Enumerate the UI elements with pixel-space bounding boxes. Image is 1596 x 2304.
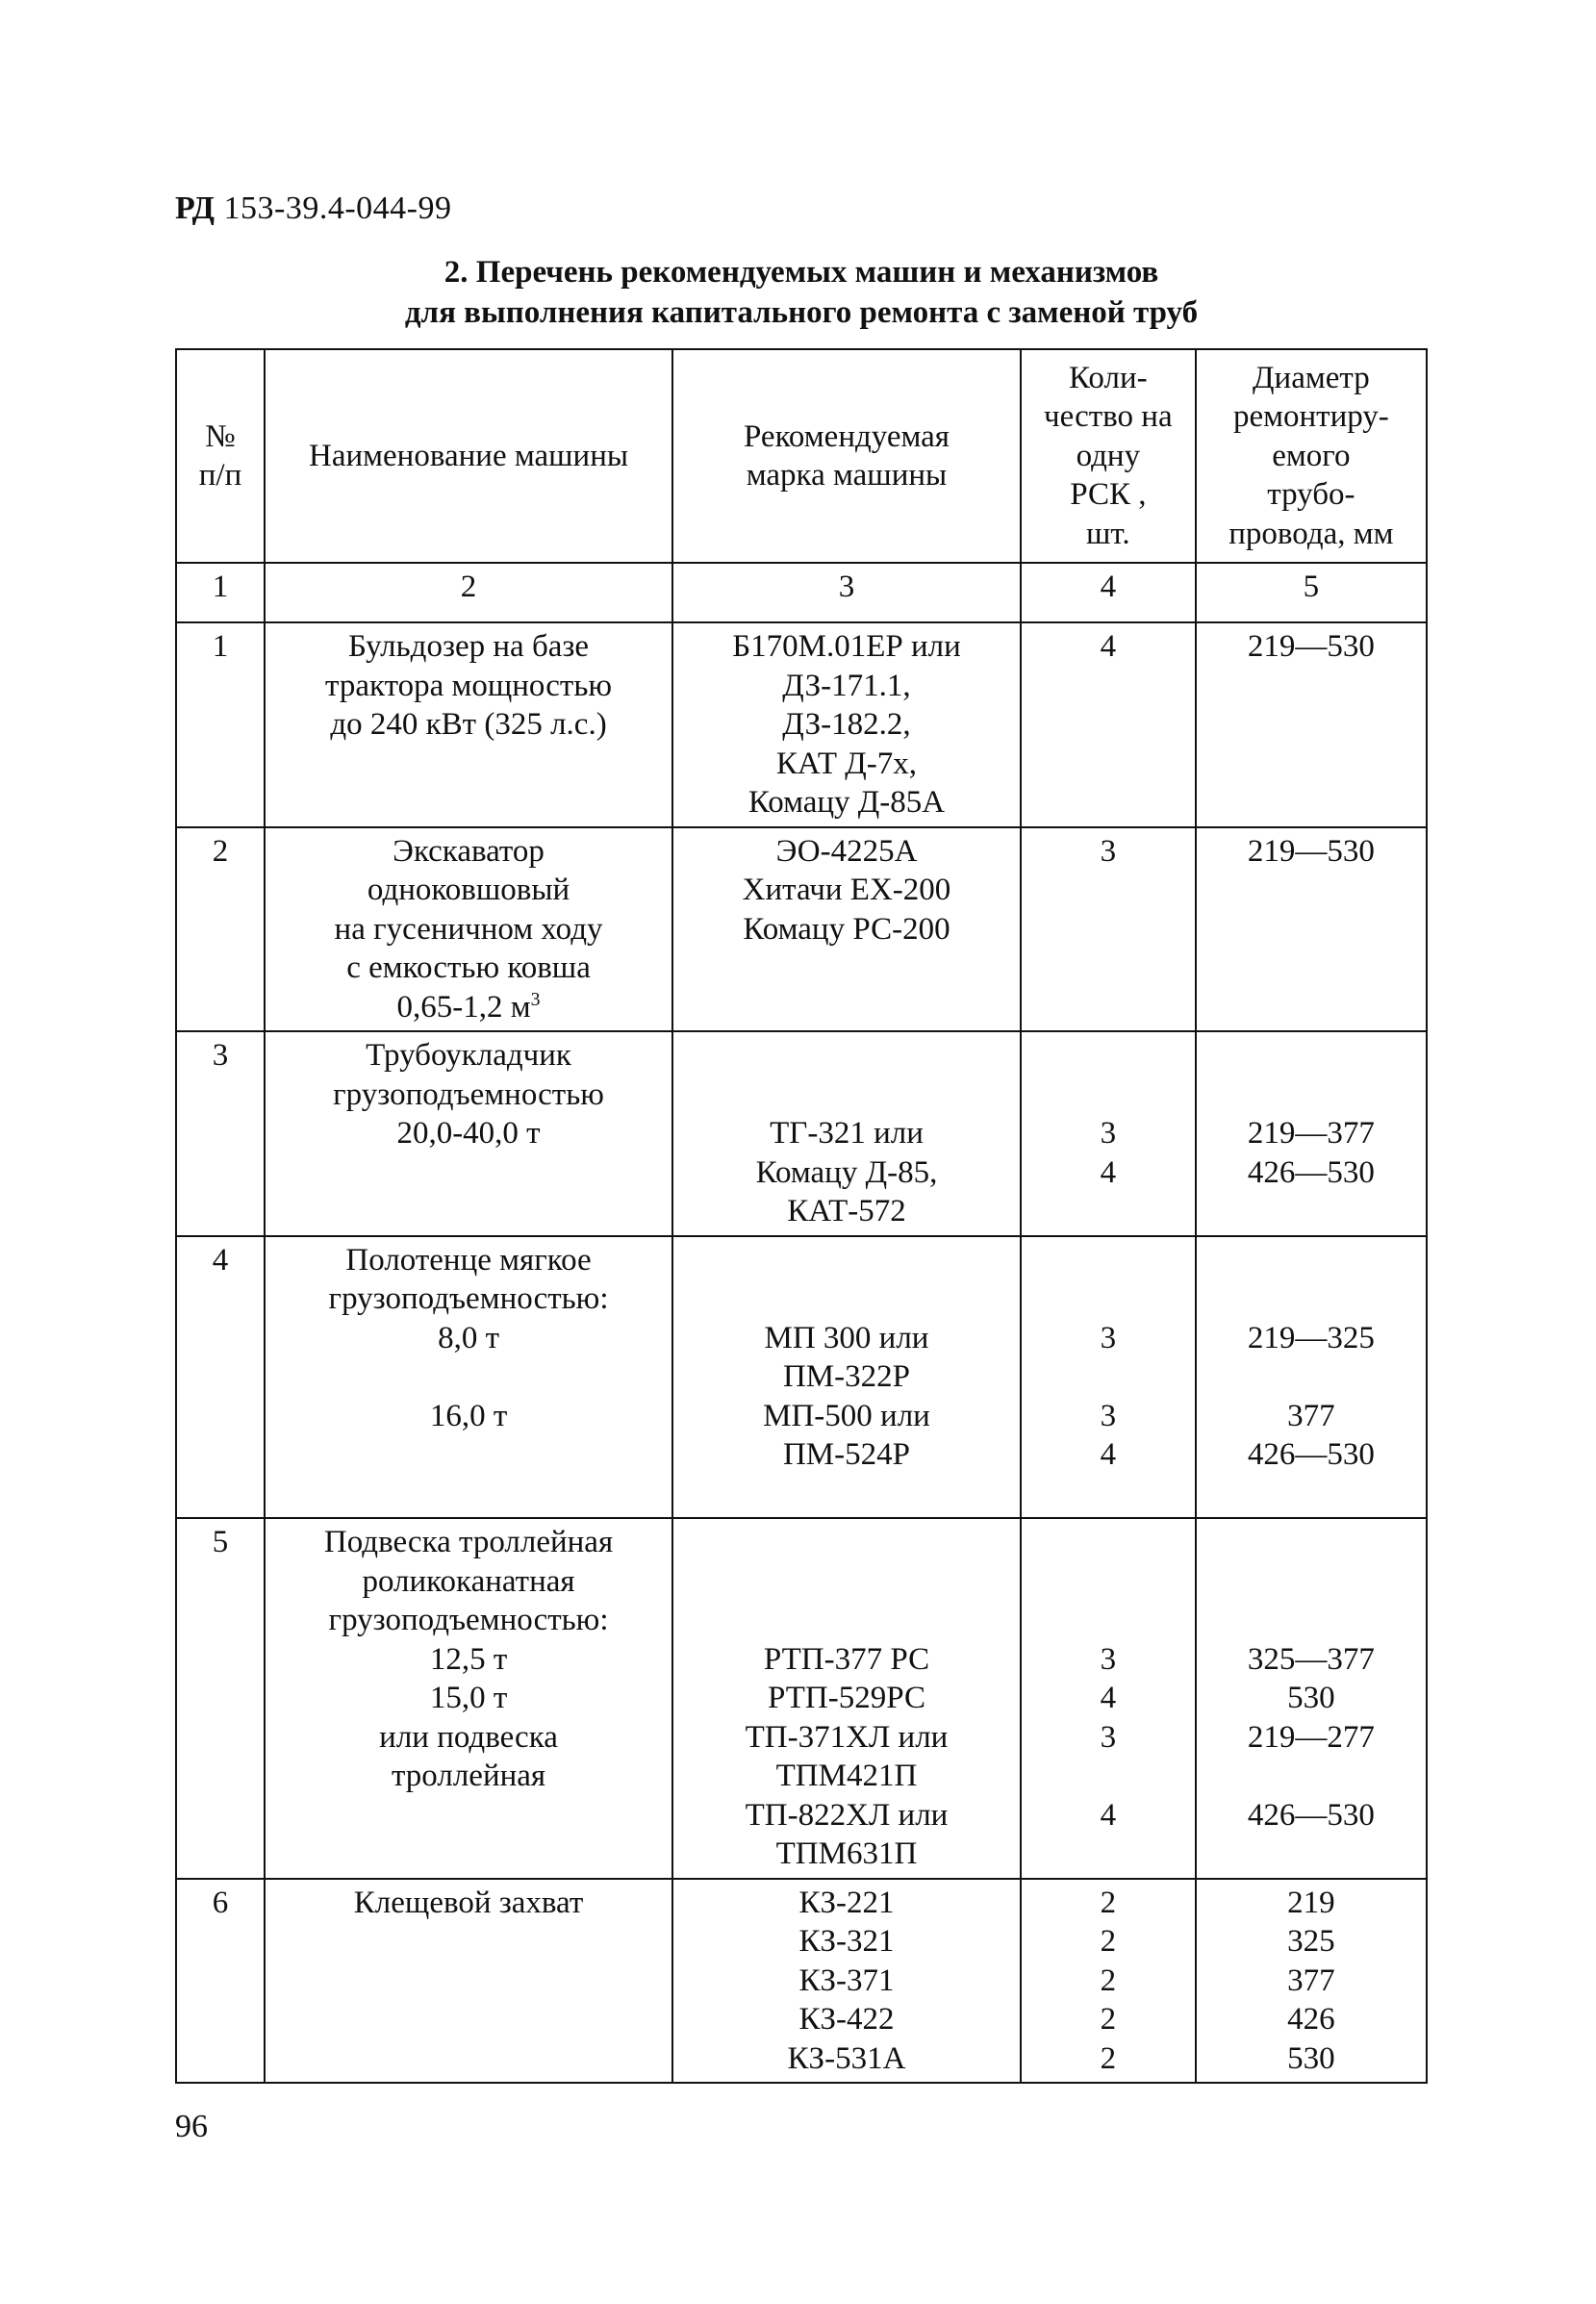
- cell-line: ТП-822ХЛ или: [745, 1797, 949, 1833]
- cell-line: РТП-529РС: [767, 1681, 925, 1715]
- cell-line: 3: [1100, 1641, 1117, 1677]
- cell-line: КЗ-371: [798, 1962, 895, 1998]
- table-row: [176, 1518, 1427, 1879]
- cell-line: 4: [1100, 1797, 1117, 1833]
- cell-line: 219—325: [1247, 1320, 1375, 1355]
- bucket-capacity-value: 0,65-1,2 м: [396, 989, 531, 1025]
- cell-line: [273, 1435, 664, 1475]
- cell-line: Бульдозер на базе: [347, 629, 590, 664]
- cell-line: [1204, 1192, 1418, 1231]
- cell-line: [1204, 1601, 1418, 1640]
- cell-line: 530: [1287, 2040, 1335, 2076]
- row-number: 3: [176, 1031, 265, 1236]
- cell-line: 4: [1100, 1681, 1117, 1715]
- row-number: 1: [176, 622, 265, 827]
- cell-qty: [1021, 1031, 1196, 1236]
- cell-line: 3: [1100, 1320, 1117, 1355]
- cell-line: ТГ-321 или: [770, 1116, 924, 1151]
- cell-line: 426: [1287, 2002, 1335, 2037]
- cell-line: [681, 1523, 1012, 1562]
- cell-line: 3: [1100, 1398, 1117, 1433]
- cell-line: ЭО-4225А: [775, 833, 918, 869]
- cell-qty: [1021, 1518, 1196, 1879]
- cell-line: 12,5 т: [429, 1641, 508, 1677]
- cell-line: 377: [1287, 1962, 1335, 1998]
- cell-line: 15,0 т: [429, 1681, 508, 1715]
- cell-line: 20,0-40,0 т: [396, 1116, 541, 1151]
- cell-line: КЗ-422: [798, 2002, 895, 2037]
- cell-line: 530: [1287, 1681, 1335, 1715]
- table-row: [176, 1031, 1427, 1236]
- cell-line: до 240 кВт (325 л.с.): [330, 707, 607, 742]
- cell-name: [265, 827, 672, 1032]
- cell-line: 2: [1100, 2040, 1117, 2076]
- cell-line: [1029, 1076, 1187, 1115]
- cell-line: [273, 1192, 664, 1231]
- cell-line: с емкостью ковша: [346, 950, 591, 985]
- cell-line: 219: [1287, 1885, 1335, 1920]
- cell-line: Полотенце мягкое: [345, 1242, 592, 1278]
- header-brand: [672, 349, 1021, 563]
- cell-qty: [1021, 622, 1196, 827]
- cell-line: [681, 1562, 1012, 1602]
- cell-line: [1029, 1475, 1187, 1514]
- cell-diam: [1196, 1879, 1427, 2084]
- cell-line: грузоподъемностью:: [328, 1603, 609, 1637]
- cell-line: ПМ-322Р: [782, 1359, 910, 1394]
- cell-line: №: [205, 418, 236, 454]
- cell-line: КАТ Д-7х,: [775, 746, 918, 781]
- cell-line: [681, 1601, 1012, 1640]
- cell-line: 4: [1100, 1437, 1117, 1472]
- cell-line: [1029, 1835, 1187, 1874]
- cell-line: ДЗ-182.2,: [782, 707, 911, 742]
- cell-line: емого: [1272, 438, 1351, 473]
- cell-line: [273, 1796, 664, 1836]
- cell-qty: [1021, 1236, 1196, 1519]
- cell-line: 325—377: [1247, 1641, 1375, 1677]
- cell-line: Экскаватор: [393, 833, 545, 869]
- table-row: [176, 827, 1427, 1032]
- cell-line: или подвеска: [379, 1719, 558, 1755]
- cell-line: 2: [1100, 1885, 1117, 1920]
- row-number: 4: [176, 1236, 265, 1519]
- document-code-prefix: РД: [175, 190, 215, 226]
- cell-line: ТПМ631П: [775, 1836, 918, 1871]
- cell-line: [1204, 1757, 1418, 1796]
- cell-line: 426—530: [1247, 1437, 1375, 1472]
- cell-line: [1204, 1523, 1418, 1562]
- cell-line: трактора мощностью: [325, 668, 613, 703]
- cell-line: провода, мм: [1229, 516, 1394, 551]
- cell-diam: [1196, 1518, 1427, 1879]
- row-number: 6: [176, 1879, 265, 2084]
- cell-line: ДЗ-171.1,: [782, 668, 911, 703]
- cell-line: Хитачи ЕХ-200: [742, 873, 951, 907]
- cell-line: Клещевой захват: [353, 1885, 584, 1920]
- cell-brand: [672, 827, 1021, 1032]
- cell-line: Комацу Д-85,: [755, 1154, 938, 1190]
- cell-line: [1029, 1757, 1187, 1796]
- cell-line: 219—530: [1247, 833, 1375, 869]
- cell-line: 4: [1100, 1154, 1117, 1190]
- document-code-number: 153-39.4-044-99: [223, 190, 452, 226]
- cell-line: МП-500 или: [763, 1398, 930, 1433]
- column-number-row: [176, 563, 1427, 622]
- cell-line: [1204, 1475, 1418, 1514]
- cell-brand: [672, 1031, 1021, 1236]
- table-row: [176, 1879, 1427, 2084]
- cell-line: Трубоукладчик: [366, 1038, 571, 1073]
- cell-line: [1204, 1562, 1418, 1602]
- cell-line: [681, 1279, 1012, 1319]
- cell-line: 4: [1100, 629, 1117, 664]
- header-qty: [1021, 349, 1196, 563]
- row-number: 5: [176, 1518, 265, 1879]
- bucket-capacity: [273, 988, 664, 1027]
- cell-line: [273, 2000, 664, 2039]
- cell-line: шт.: [1086, 516, 1130, 551]
- cell-line: 325: [1287, 1924, 1335, 1959]
- cell-name: [265, 622, 672, 827]
- cell-line: КЗ-221: [798, 1885, 895, 1920]
- cell-line: Б170М.01ЕР или: [732, 629, 961, 664]
- cell-line: [1204, 1241, 1418, 1280]
- cell-line: 219—377: [1247, 1116, 1375, 1151]
- cell-line: [273, 1357, 664, 1397]
- cell-line: КЗ-321: [798, 1924, 895, 1959]
- cell-line: [273, 1962, 664, 2001]
- cell-line: чество на: [1044, 399, 1173, 435]
- machines-table: [175, 348, 1428, 2084]
- cell-line: 2: [1100, 1924, 1117, 1959]
- table-header-row: [176, 349, 1427, 563]
- cell-line: [1029, 1036, 1187, 1076]
- column-number: 1: [176, 563, 265, 622]
- cell-line: 3: [1100, 1116, 1117, 1151]
- cell-line: 8,0 т: [438, 1320, 499, 1355]
- cell-line: [681, 1076, 1012, 1115]
- document-code: [175, 190, 452, 227]
- table-row: [176, 622, 1427, 827]
- cell-line: РСК ,: [1070, 477, 1147, 513]
- cell-name: [265, 1236, 672, 1519]
- table-row: [176, 1236, 1427, 1519]
- cell-line: п/п: [198, 458, 242, 493]
- title-line-2: для выполнения капитального ремонта с заменой труб: [404, 295, 1199, 330]
- column-number: 4: [1021, 563, 1196, 622]
- cell-line: [681, 1475, 1012, 1514]
- cell-name: [265, 1518, 672, 1879]
- header-name: [265, 349, 672, 563]
- cell-line: [273, 1922, 664, 1962]
- cell-line: [1204, 1835, 1418, 1874]
- table-body: [176, 622, 1427, 2083]
- row-number: 2: [176, 827, 265, 1032]
- cell-line: ремонтиру-: [1232, 399, 1389, 435]
- cell-line: ТПМ421П: [775, 1759, 918, 1793]
- cell-diam: [1196, 622, 1427, 827]
- cell-brand: [672, 1879, 1021, 2084]
- cell-line: МП 300 или: [764, 1320, 929, 1355]
- cell-line: 2: [1100, 1962, 1117, 1998]
- cell-line: [1029, 1192, 1187, 1231]
- cell-line: Комацу Д-85А: [747, 785, 946, 820]
- cell-line: одну: [1076, 438, 1141, 473]
- cell-diam: [1196, 1031, 1427, 1236]
- cell-line: РТП-377 РС: [763, 1641, 930, 1677]
- cell-line: Рекомендуемая: [744, 418, 950, 454]
- section-title: [175, 252, 1428, 333]
- cell-line: марка машины: [746, 458, 948, 493]
- cell-line: трубо-: [1267, 477, 1355, 513]
- cell-line: одноковшовый: [367, 873, 570, 907]
- cell-line: [1029, 1279, 1187, 1319]
- header-diam: [1196, 349, 1427, 563]
- cell-line: [681, 1036, 1012, 1076]
- cell-line: ТП-371ХЛ или: [745, 1719, 949, 1755]
- cell-line: троллейная: [391, 1759, 546, 1793]
- cell-qty: [1021, 1879, 1196, 2084]
- cell-brand: [672, 622, 1021, 827]
- cell-name: [265, 1879, 672, 2084]
- cell-line: [1204, 1076, 1418, 1115]
- cell-line: 219—277: [1247, 1719, 1375, 1755]
- cell-line: [1204, 1279, 1418, 1319]
- cell-line: ПМ-524Р: [782, 1437, 910, 1472]
- cell-brand: [672, 1518, 1021, 1879]
- cell-line: Комацу РС-200: [743, 911, 950, 947]
- cell-line: [1029, 1601, 1187, 1640]
- cell-line: на гусеничном ходу: [334, 911, 603, 947]
- column-number: 2: [265, 563, 672, 622]
- cell-line: 16,0 т: [429, 1398, 508, 1433]
- title-line-1: 2. Перечень рекомендуемых машин и механизмов: [443, 255, 1159, 290]
- cell-line: [1029, 1241, 1187, 1280]
- column-number: 3: [672, 563, 1021, 622]
- cell-line: [273, 2039, 664, 2079]
- unit-superscript: 3: [530, 988, 541, 1010]
- page-number: 96: [175, 2109, 208, 2144]
- cell-diam: [1196, 1236, 1427, 1519]
- cell-line: 426—530: [1247, 1154, 1375, 1190]
- cell-line: [1029, 1562, 1187, 1602]
- cell-line: Подвеска троллейная: [323, 1525, 614, 1559]
- cell-line: [1204, 1036, 1418, 1076]
- cell-line: 2: [1100, 2002, 1117, 2037]
- cell-line: 426—530: [1247, 1797, 1375, 1833]
- cell-line: роликоканатная: [362, 1563, 575, 1599]
- cell-line: грузоподъемностью: [333, 1076, 604, 1112]
- cell-name: [265, 1031, 672, 1236]
- cell-brand: [672, 1236, 1021, 1519]
- cell-line: 219—530: [1247, 629, 1375, 664]
- cell-line: [273, 1153, 664, 1193]
- cell-line: [1029, 1523, 1187, 1562]
- cell-line: 377: [1287, 1398, 1335, 1433]
- cell-qty: [1021, 827, 1196, 1032]
- cell-line: Наименование машины: [309, 438, 629, 473]
- cell-line: [273, 1835, 664, 1874]
- cell-line: [273, 1475, 664, 1514]
- cell-line: [1204, 1357, 1418, 1397]
- cell-line: грузоподъемностью:: [328, 1281, 609, 1316]
- cell-line: [1029, 1357, 1187, 1397]
- cell-line: КАТ-572: [787, 1194, 906, 1228]
- cell-line: Коли-: [1069, 360, 1148, 395]
- cell-line: 3: [1100, 833, 1117, 869]
- cell-line: КЗ-531А: [787, 2040, 906, 2076]
- column-number: 5: [1196, 563, 1427, 622]
- cell-line: Диаметр: [1253, 360, 1370, 395]
- cell-line: [681, 1241, 1012, 1280]
- header-num: [176, 349, 265, 563]
- cell-line: 3: [1100, 1719, 1117, 1755]
- cell-diam: [1196, 827, 1427, 1032]
